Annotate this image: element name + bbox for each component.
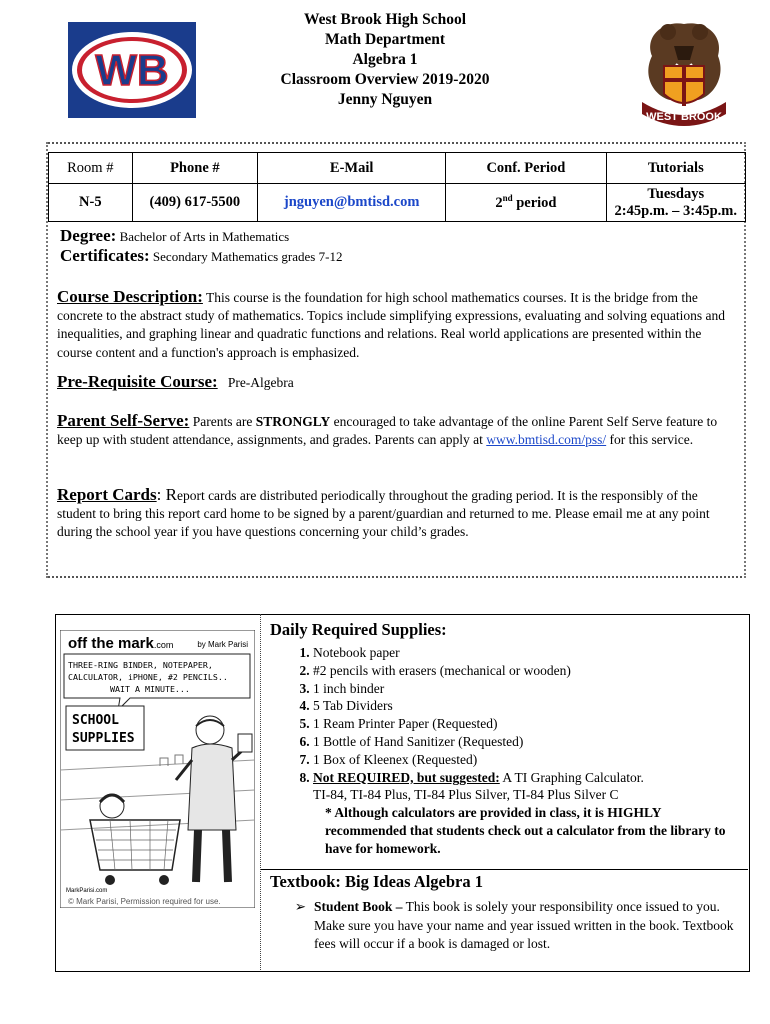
report-cards-colon: : R — [156, 485, 177, 504]
header-conf-period: Conf. Period — [446, 153, 606, 184]
course-description — [57, 288, 737, 362]
wb-logo — [68, 22, 196, 118]
room-number: N-5 — [49, 184, 133, 222]
bruin-mascot-logo — [634, 16, 734, 134]
conf-period-suffix: nd — [502, 193, 513, 204]
table-header-row — [49, 153, 746, 184]
parent-self-serve-emphasis: STRONGLY — [255, 414, 331, 429]
arrow-bullet-icon: ➢ — [294, 899, 306, 914]
cartoon-image — [60, 630, 255, 908]
prerequisite — [57, 373, 737, 392]
overview-title: Classroom Overview 2019-2020 — [280, 71, 490, 88]
frame-top-border — [48, 142, 746, 144]
conf-period-number: 2 — [495, 194, 503, 211]
cartoon-sign-line-2: SUPPLIES — [72, 731, 135, 746]
list-item: 7. 1 Box of Kleenex (Requested) — [313, 751, 740, 769]
wb-logo-text: WB — [95, 46, 169, 95]
mascot-banner-text: WEST BROOK — [646, 111, 722, 123]
phone-number: (409) 617-5500 — [132, 184, 257, 222]
table-row — [49, 184, 746, 222]
daily-supplies — [270, 620, 740, 858]
header-phone: Phone # — [132, 153, 257, 184]
header-tutorials: Tutorials — [606, 153, 745, 184]
conf-period-cell — [446, 184, 606, 222]
cartoon-site: MarkParisi.com — [66, 888, 108, 894]
certificates-value: Secondary Mathematics grades 7-12 — [149, 249, 343, 264]
cartoon-copyright: © Mark Parisi, Permission required for use. — [68, 897, 221, 906]
certificates-label: Certificates: — [60, 246, 150, 265]
parent-self-serve-text-2: encouraged to take advantage of the online Parent Self Serve feature to keep up with student attendance, assignments, and grades. Parents can apply at — [57, 414, 718, 448]
department-name: Math Department — [324, 31, 446, 48]
cartoon-bubble-line-1: THREE-RING BINDER, NOTEPAPER, — [68, 660, 213, 670]
list-item-calculator — [313, 769, 740, 859]
teacher-name: Jenny Nguyen — [337, 91, 433, 108]
calculator-label: Not REQUIRED, but suggested: — [313, 769, 500, 785]
report-cards-label: Report Cards — [57, 485, 157, 504]
student-book-label: Student Book – — [314, 899, 403, 914]
supplies-list — [270, 644, 740, 858]
cartoon-bubble-line-3: WAIT A MINUTE... — [110, 684, 190, 694]
list-item: 6. 1 Bottle of Hand Sanitizer (Requested) — [313, 733, 740, 751]
textbook-title: Textbook: Big Ideas Algebra 1 — [270, 872, 484, 891]
header-room: Room # — [49, 153, 133, 184]
parent-self-serve — [57, 412, 742, 449]
student-book-text: This book is solely your responsibility once issued to you. Make sure you have your name and year issued written in the book. Textbook fees will occur if a book is damaged or lost. — [314, 899, 734, 951]
cartoon-sign-line-1: SCHOOL — [72, 713, 119, 728]
header-email: E-Mail — [258, 153, 446, 184]
supplies-textbook-divider — [261, 869, 748, 870]
parent-self-serve-label: Parent Self-Serve: — [57, 411, 190, 430]
tutorials-cell — [606, 184, 745, 222]
cartoon-brand: off the mark.com — [68, 635, 174, 652]
degree-line — [60, 226, 740, 246]
tutorial-day: Tuesdays — [647, 185, 705, 202]
degree-value: Bachelor of Arts in Mathematics — [116, 229, 290, 244]
textbook-description — [314, 898, 740, 954]
report-cards — [57, 486, 737, 542]
frame-bottom-border — [48, 576, 746, 578]
email-link[interactable]: jnguyen@bmtisd.com — [283, 194, 420, 210]
calculator-models: TI-84, TI-84 Plus, TI-84 Plus Silver, TI-84 Plus Silver C — [313, 787, 619, 803]
list-item: 5. 1 Ream Printer Paper (Requested) — [313, 715, 740, 733]
report-cards-text: eport cards are distributed periodically throughout the grading period. It is the responsibly of the student to bring this report card home to be signed by a parent/guardian and returned to me. Please email me at any point during the school year if you have questions concerning your child’s grades. — [57, 488, 710, 540]
course-description-text: This course is the foundation for high school mathematics courses. It is the bridge from the concrete to the abstract study of mathematics. Topics include simplifying expressions, evaluating and solving equations and inequalities, and graphing linear and quadratic functions and relations. Real world applications are presented within the course content and a function's approach is emphasized. — [57, 290, 726, 360]
parent-self-serve-link[interactable]: www.bmtisd.com/pss/ — [486, 432, 607, 448]
list-item: 4. 5 Tab Dividers — [313, 697, 740, 715]
supplies-title: Daily Required Supplies: — [270, 620, 447, 639]
course-description-label: Course Description: — [57, 287, 203, 306]
prerequisite-label: Pre-Requisite Course: — [57, 372, 218, 391]
school-name: West Brook High School — [303, 11, 467, 28]
prerequisite-value: Pre-Algebra — [217, 375, 294, 390]
tutorial-time: 2:45p.m. – 3:45p.m. — [614, 202, 737, 219]
parent-self-serve-text-1: Parents are — [189, 414, 256, 429]
list-item: 1. Notebook paper — [313, 644, 740, 662]
course-name: Algebra 1 — [352, 51, 418, 68]
degree-label: Degree: — [60, 226, 117, 245]
contact-info-table — [48, 152, 746, 222]
textbook-item — [270, 898, 740, 954]
credentials — [60, 226, 740, 266]
calculator-text: A TI Graphing Calculator. — [499, 769, 644, 785]
list-item: 2. #2 pencils with erasers (mechanical or wooden) — [313, 662, 740, 680]
parent-self-serve-text-3: for this service. — [606, 432, 694, 448]
list-item: 3. 1 inch binder — [313, 680, 740, 698]
cartoon-byline: by Mark Parisi — [197, 640, 248, 649]
calculator-note: * Although calculators are provided in class, it is HIGHLY recommended that students check out a calculator from the library to have for homework. — [325, 805, 726, 857]
header-title — [200, 10, 570, 110]
textbook-section — [270, 872, 740, 954]
email-cell — [258, 184, 446, 222]
certificates-line — [60, 246, 740, 266]
conf-period-word: period — [512, 194, 557, 211]
cartoon-bubble-line-2: CALCULATOR, iPHONE, #2 PENCILS.. — [68, 672, 228, 682]
